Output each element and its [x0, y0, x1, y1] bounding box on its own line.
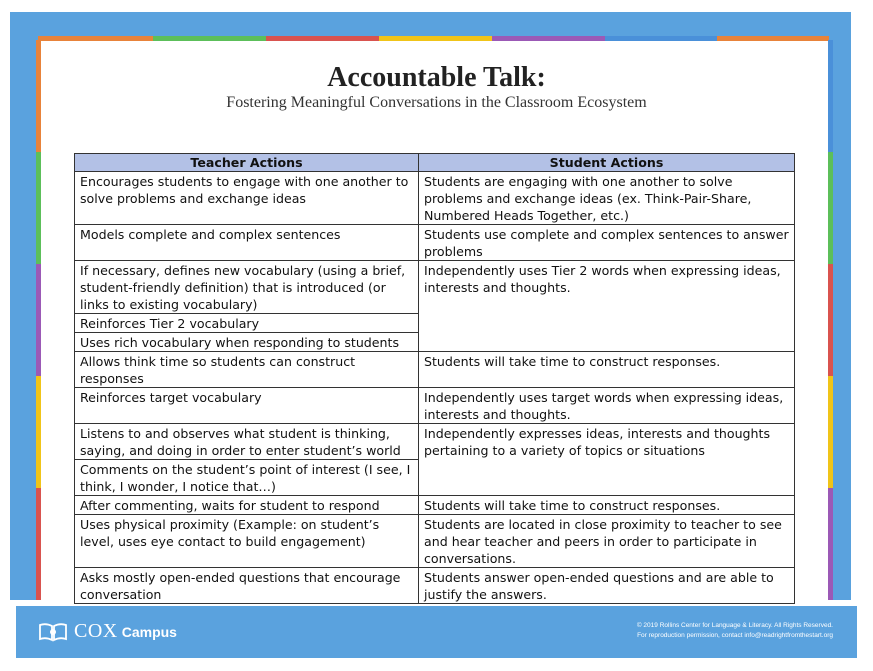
- accountable-talk-table: [74, 153, 795, 604]
- table-row: [75, 568, 795, 604]
- border-stripe: [605, 36, 717, 41]
- table-row: [75, 261, 795, 314]
- border-stripe: [36, 376, 41, 488]
- border-stripe: [492, 36, 605, 41]
- border-stripe: [36, 488, 41, 600]
- teacher-action-cell: Models complete and complex sentences: [75, 225, 419, 261]
- student-action-cell: Students are located in close proximity to teacher to see and hear teacher and peers in order to participate in conversations.: [419, 515, 795, 568]
- table-row: [75, 496, 795, 515]
- border-stripe: [828, 264, 833, 376]
- student-action-cell: Students are engaging with one another to solve problems and exchange ideas (ex. Think-Pair-Share, Numbered Heads Together, etc.): [419, 172, 795, 225]
- copyright-line: © 2019 Rollins Center for Language & Literacy. All Rights Reserved.: [636, 622, 833, 629]
- copyright-notice: [533, 621, 833, 641]
- student-action-cell: Independently uses target words when expressing ideas, interests and thoughts.: [419, 388, 795, 424]
- teacher-action-cell: Listens to and observes what student is thinking, saying, and doing in order to enter student’s world: [75, 424, 419, 460]
- student-action-cell: Students will take time to construct responses.: [419, 496, 795, 515]
- teacher-action-cell: Reinforces target vocabulary: [75, 388, 419, 424]
- table-row: [75, 388, 795, 424]
- border-stripe: [379, 36, 492, 41]
- teacher-action-cell: After commenting, waits for student to respond: [75, 496, 419, 515]
- teacher-action-cell: If necessary, defines new vocabulary (using a brief, student-friendly definition) that is introduced (or links to existing vocabulary): [75, 261, 419, 314]
- student-actions-header: Student Actions: [419, 154, 795, 172]
- table-row: [75, 424, 795, 460]
- teacher-action-cell: Asks mostly open-ended questions that encourage conversation: [75, 568, 419, 604]
- page-subtitle: Fostering Meaningful Conversations in the Classroom Ecosystem: [226, 94, 647, 111]
- border-stripe: [828, 376, 833, 488]
- border-stripe: [36, 152, 41, 264]
- table-row: [75, 352, 795, 388]
- teacher-action-cell: Uses rich vocabulary when responding to students: [75, 333, 419, 352]
- table-row: [75, 515, 795, 568]
- open-book-icon: [38, 622, 68, 642]
- table-row: [75, 172, 795, 225]
- student-action-cell: Independently expresses ideas, interests and thoughts pertaining to a variety of topics or situations: [419, 424, 795, 496]
- border-stripe: [266, 36, 379, 41]
- page-title: Accountable Talk:: [327, 62, 546, 93]
- teacher-action-cell: Encourages students to engage with one another to solve problems and exchange ideas: [75, 172, 419, 225]
- border-stripe: [153, 36, 266, 41]
- permission-line: For reproduction permission, contact info@readrightfromthestart.org: [637, 632, 833, 639]
- cox-campus-logo: [38, 620, 177, 643]
- border-stripe: [717, 36, 829, 41]
- student-action-cell: Students answer open-ended questions and are able to justify the answers.: [419, 568, 795, 604]
- teacher-action-cell: Comments on the student’s point of interest (I see, I think, I wonder, I notice that…): [75, 460, 419, 496]
- student-action-cell: Independently uses Tier 2 words when expressing ideas, interests and thoughts.: [419, 261, 795, 352]
- student-action-cell: Students use complete and complex sentences to answer problems: [419, 225, 795, 261]
- student-action-cell: Students will take time to construct responses.: [419, 352, 795, 388]
- table-header-row: [75, 154, 795, 172]
- border-stripe: [36, 264, 41, 376]
- border-stripe: [828, 488, 833, 600]
- logo-cox-text: COX: [74, 620, 118, 642]
- table-row: [75, 225, 795, 261]
- border-stripe: [38, 36, 153, 41]
- border-stripe: [828, 152, 833, 264]
- teacher-action-cell: Reinforces Tier 2 vocabulary: [75, 314, 419, 333]
- teacher-action-cell: Uses physical proximity (Example: on student’s level, uses eye contact to build engagement): [75, 515, 419, 568]
- teacher-action-cell: Allows think time so students can construct responses: [75, 352, 419, 388]
- logo-campus-text: Campus: [121, 623, 177, 640]
- teacher-actions-header: Teacher Actions: [75, 154, 419, 172]
